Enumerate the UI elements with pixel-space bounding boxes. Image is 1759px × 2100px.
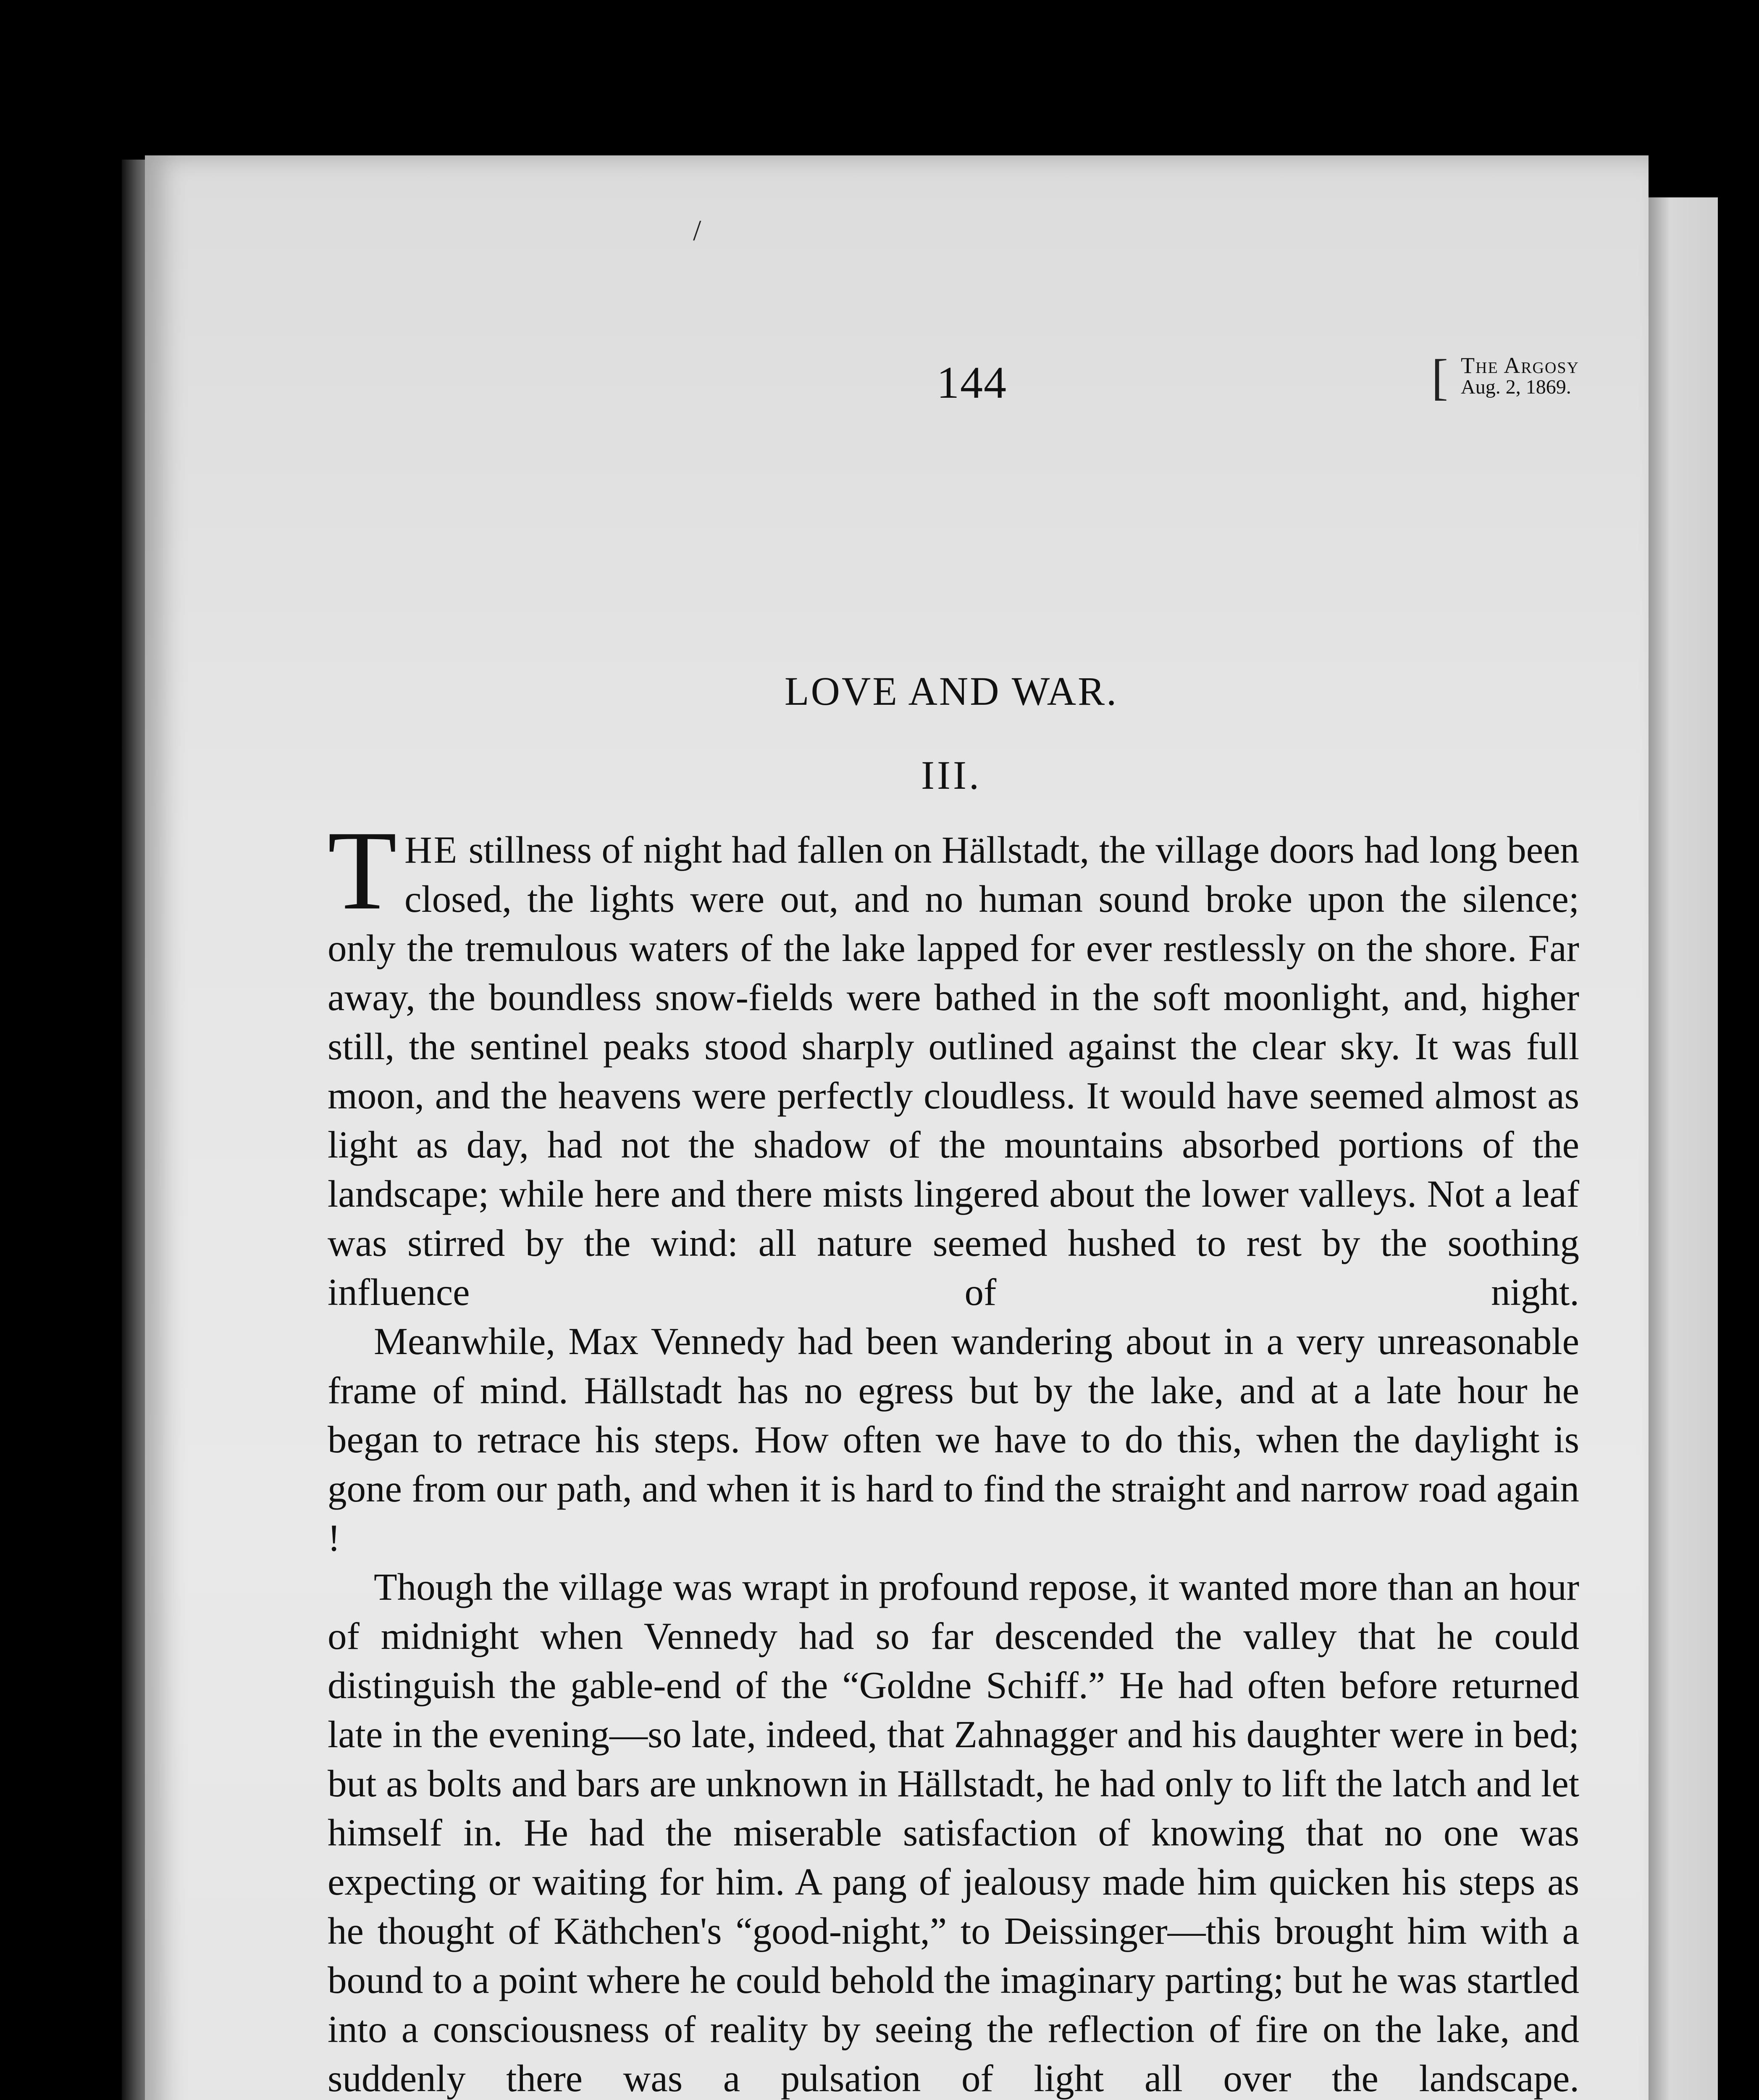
next-page-edge: [1649, 197, 1720, 2100]
page-header: [323, 349, 1579, 408]
article-title: LOVE AND WAR.: [784, 669, 1118, 714]
article-body: [328, 808, 1579, 2100]
magazine-name: The Argosy: [1461, 353, 1579, 378]
opening-smallcaps: HE: [404, 829, 459, 871]
paragraph: Meanwhile, Max Vennedy had been wandering about in a very unreasonable frame of mind. Hällstadt has no egress but by the lake, and at a late hour he began to retrace his steps. How often we have to do this, when the daylight is gone from our path, and when it is hard to find the straight and narrow road again !: [328, 1320, 1579, 1559]
running-head: [1431, 349, 1579, 405]
chapter-number: III.: [921, 753, 982, 798]
paragraph: Though the village was wrapt in profound repose, it wanted more than an hour of midnight when Vennedy had so far descended the valley that he could distinguish the gable-end of the “Goldne Schiff.” He had often before returned late in the evening—so late, indeed, that Zahnagger and his daughter were in bed; but as bolts and bars are unknown in Hällstadt, he had only to lift the latch and let himself in. He had the miserable satisfaction of knowing that no one was expecting or waiting for him. A pang of jealousy made him quicken his steps as he thought of Käthchen's “good-night,” to Deissinger—this brought him with a bound to a point where he could behold the imaginary parting; but he was startled into a consciousness of reality by seeing the reflection of fire on the lake, and suddenly there was a pulsation of light all over the landscape.: [328, 1566, 1579, 2100]
paragraph-text: stillness of night had fallen on Hällstadt, the village doors had long been closed, the lights were out, and no human sound broke upon the silence; only the tremulous waters of the lake lapped for ever restlessly on the shore. Far away, the boundless snow-fields were bathed in the soft moonlight, and, higher still, the sentinel peaks stood sharply outlined against the clear sky. It was full moon, and the heavens were perfectly cloudless. It would have seemed almost as light as day, had not the shadow of the mountains absorbed portions of the landscape; while here and there mists lingered about the lower valleys. Not a leaf was stirred by the wind: all nature seemed hushed to rest by the soothing influence of night.: [328, 829, 1579, 1313]
paragraph: [328, 808, 1579, 1317]
bracket-glyph: [: [1431, 349, 1448, 405]
binding-shadow: [122, 160, 147, 2100]
scan-border: [1718, 151, 1759, 2100]
issue-date: Aug. 2, 1869.: [1461, 376, 1571, 398]
page-number: 144: [937, 358, 1007, 408]
ink-speck: /: [693, 215, 701, 247]
drop-cap: T: [328, 808, 397, 933]
